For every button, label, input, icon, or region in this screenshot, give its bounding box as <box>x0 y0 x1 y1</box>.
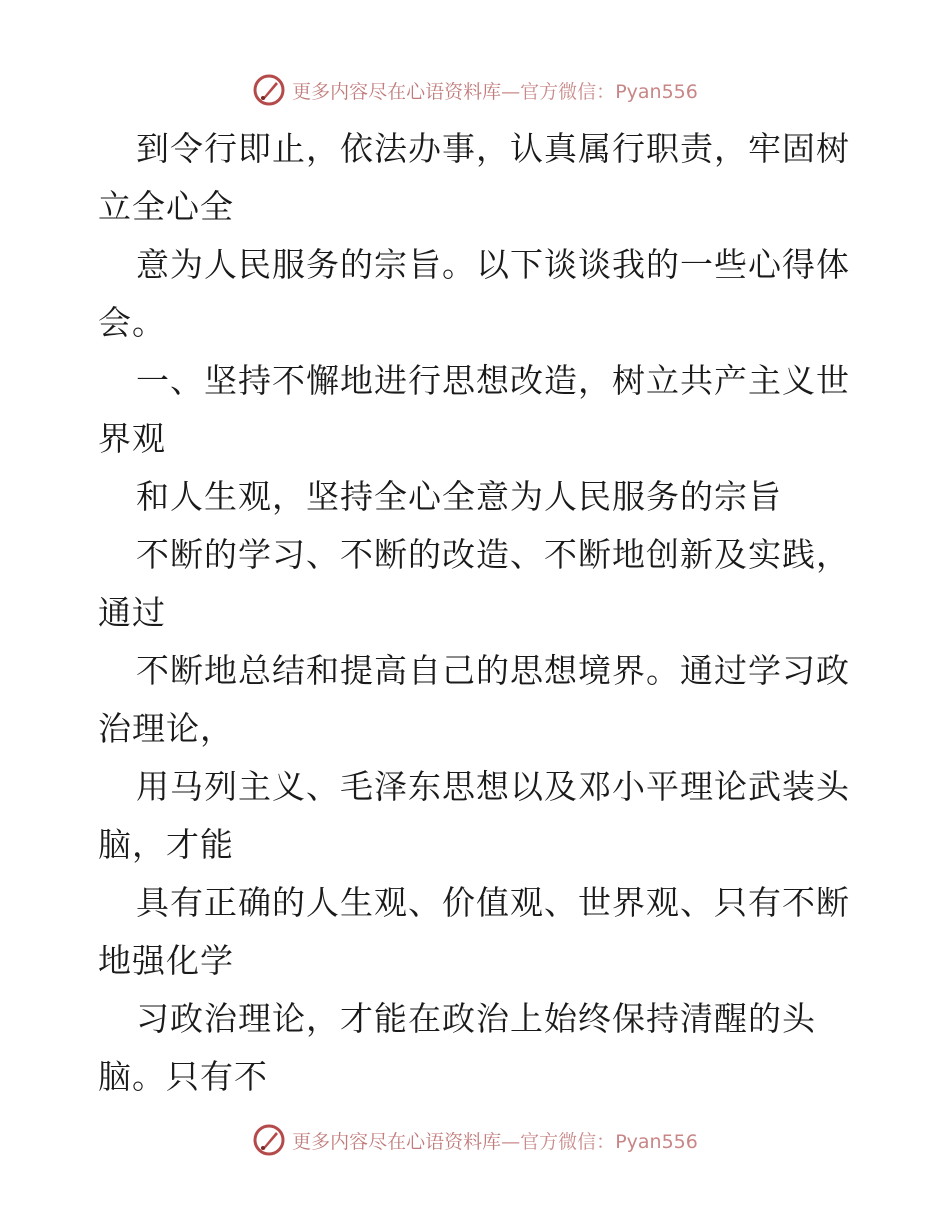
text-line: 意为人民服务的宗旨。以下谈谈我的一些心得体 <box>136 245 850 284</box>
text-line: 地强化学 <box>98 941 234 980</box>
watermark-wechat-id: Pyan556 <box>615 80 698 103</box>
watermark-dash: — <box>501 1130 521 1153</box>
watermark-official: 官方微信： <box>520 80 616 103</box>
watermark-official: 官方微信： <box>520 1130 616 1153</box>
quill-pen-circle-icon <box>252 1123 286 1157</box>
text-line: 立全心全 <box>98 187 234 226</box>
watermark-wechat-id: Pyan556 <box>615 1130 698 1153</box>
text-line: 通过 <box>98 593 166 632</box>
text-line: 具有正确的人生观、价值观、世界观、只有不断 <box>136 883 850 922</box>
watermark-dash: — <box>501 80 521 103</box>
text-line: 治理论， <box>98 709 234 748</box>
text-line: 到令行即止，依法办事，认真属行职责，牢固树 <box>136 129 850 168</box>
watermark-brand: 更多内容尽在心语资料库 <box>292 1130 502 1153</box>
document-body <box>98 120 858 1106</box>
text-line: 和人生观，坚持全心全意为人民服务的宗旨 <box>136 477 782 516</box>
text-line: 不断的学习、不断的改造、不断地创新及实践， <box>136 535 850 574</box>
footer-watermark <box>0 1120 950 1160</box>
watermark-text <box>292 77 698 104</box>
text-line: 脑，才能 <box>98 825 234 864</box>
text-line: 界观 <box>98 419 166 458</box>
text-line: 习政治理论，才能在政治上始终保持清醒的头 <box>136 999 816 1038</box>
quill-pen-circle-icon <box>252 73 286 107</box>
watermark-brand: 更多内容尽在心语资料库 <box>292 80 502 103</box>
text-line: 用马列主义、毛泽东思想以及邓小平理论武装头 <box>136 767 850 806</box>
text-line: 脑。只有不 <box>98 1057 268 1096</box>
text-line: 一、坚持不懈地进行思想改造，树立共产主义世 <box>136 361 850 400</box>
text-line: 会。 <box>98 303 166 342</box>
text-line: 不断地总结和提高自己的思想境界。通过学习政 <box>136 651 850 690</box>
watermark-text <box>292 1127 698 1154</box>
header-watermark <box>0 70 950 110</box>
